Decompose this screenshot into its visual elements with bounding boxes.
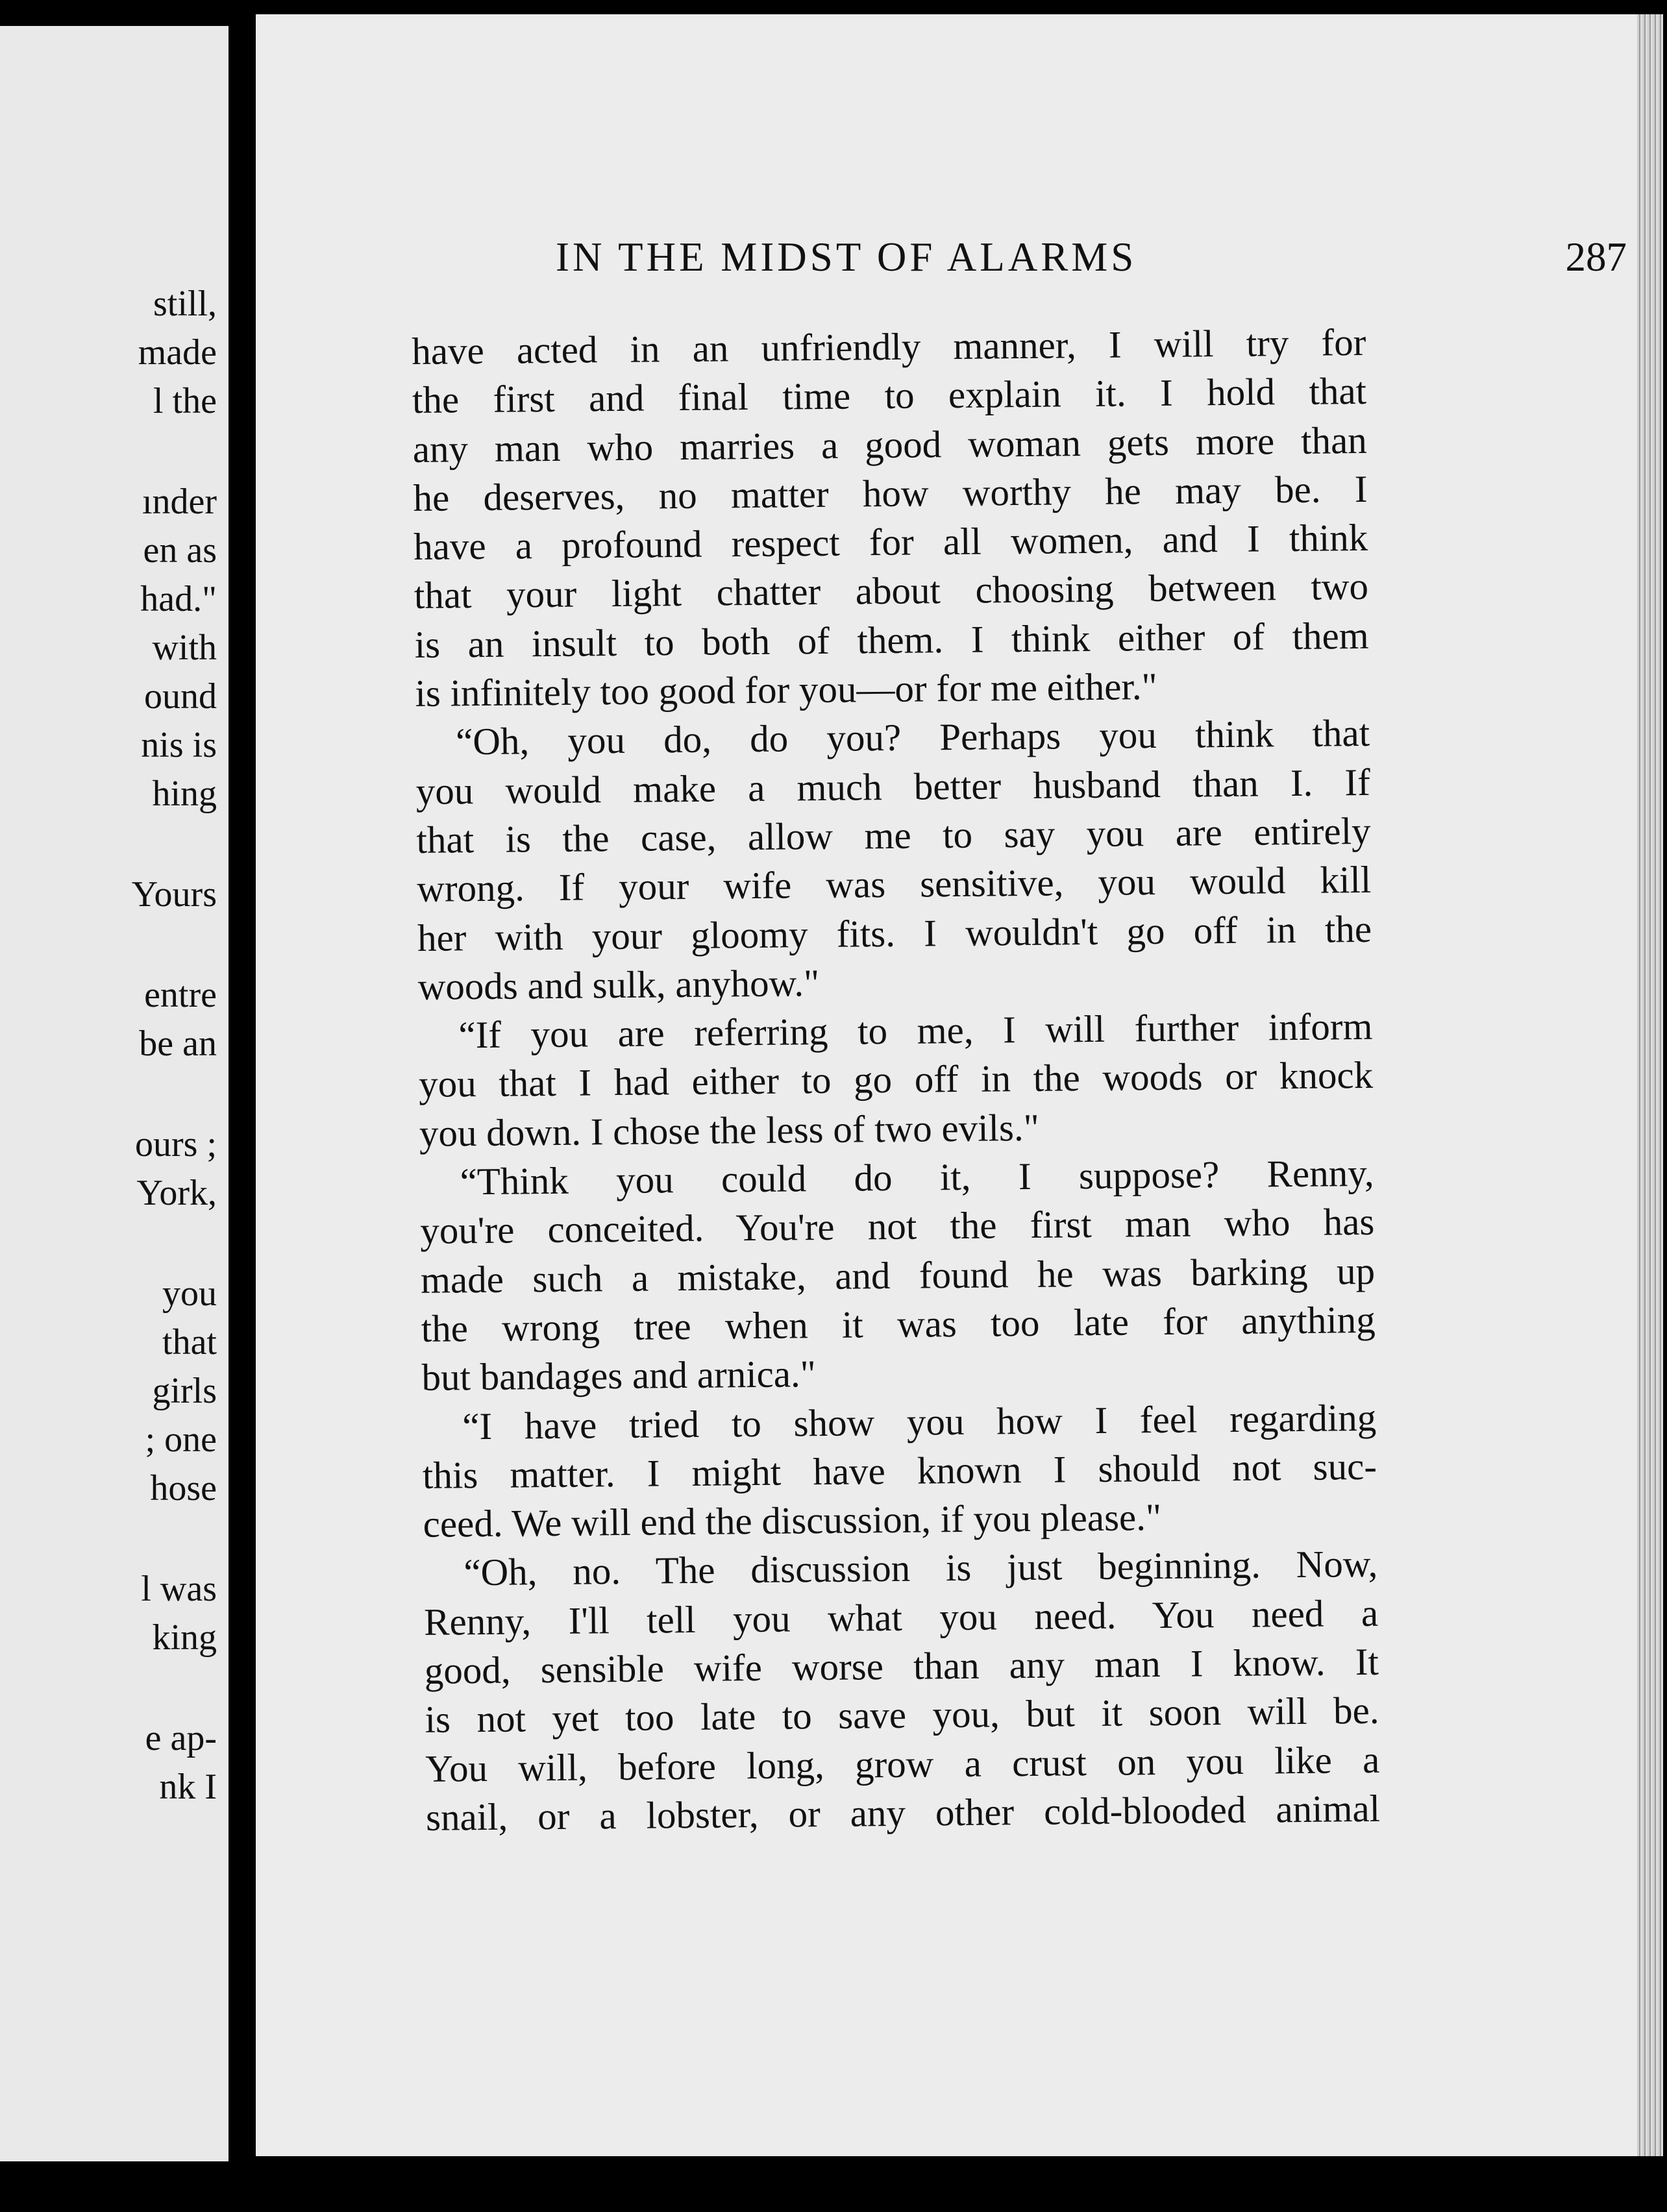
- left-page-line-fragment: made: [138, 332, 217, 373]
- text-line: you're conceited. You're not the first man who has: [420, 1200, 1375, 1253]
- text-line: you would make a much better husband than I. If: [415, 760, 1371, 813]
- text-line: good, sensible wife worse than any man I know. It: [424, 1640, 1379, 1692]
- left-page-line-fragment: entre: [144, 975, 217, 1015]
- left-page-line-fragment: still,: [153, 284, 217, 324]
- page-edge: [1637, 14, 1663, 2156]
- left-page-line-fragment: ound: [144, 676, 217, 717]
- left-page-line-fragment: ours ;: [135, 1124, 217, 1164]
- text-line: you that I had either to go off in the woods or knock: [418, 1053, 1374, 1106]
- left-page-line-fragment: ınder: [142, 482, 217, 522]
- page-number: 287: [1565, 234, 1627, 280]
- text-line: woods and sulk, anyhow.": [417, 961, 820, 1008]
- text-line: the wrong tree when it was too late for anything: [421, 1297, 1376, 1350]
- left-page-line-fragment: that: [162, 1322, 217, 1362]
- book-gutter: [228, 0, 256, 2212]
- body-text: [412, 318, 1380, 1842]
- text-line: is infinitely too good for you—or for me either.": [415, 665, 1157, 715]
- text-line: you down. I chose the less of two evils.": [419, 1105, 1040, 1155]
- left-page-line-fragment: you: [162, 1273, 217, 1314]
- left-page-line-fragment: Yours: [131, 874, 217, 915]
- left-page-line-fragment: king: [152, 1617, 217, 1658]
- text-line: Renny, I'll tell you what you need. You need a: [423, 1591, 1379, 1643]
- text-line: that your light chatter about choosing between two: [414, 565, 1369, 617]
- text-line: have acted in an unfriendly manner, I will try for: [412, 320, 1366, 373]
- text-line: this matter. I might have known I should not suc-: [422, 1444, 1377, 1497]
- left-page-line-fragment: hing: [152, 774, 217, 814]
- left-page-line-fragment: nk I: [159, 1767, 217, 1807]
- text-line: her with your gloomy fits. I wouldn't go off in the: [417, 907, 1372, 959]
- text-line: he deserves, no matter how worthy he may be. I: [413, 467, 1368, 519]
- book-page: [256, 14, 1637, 2156]
- text-line: the first and final time to explain it. I hold that: [412, 369, 1367, 422]
- text-line: “Oh, you do, do you? Perhaps you think that: [455, 711, 1370, 763]
- text-line: is not yet too late to save you, but it soon will be.: [425, 1689, 1379, 1741]
- left-page-line-fragment: hose: [150, 1468, 217, 1508]
- left-page-line-fragment: with: [152, 628, 217, 668]
- left-page-line-fragment: York,: [136, 1173, 217, 1213]
- text-line: “Think you could do it, I suppose? Renny,: [460, 1151, 1374, 1203]
- left-page-line-fragment: e ap-: [145, 1718, 217, 1758]
- text-line: is an insult to both of them. I think either of them: [414, 613, 1369, 666]
- text-line: “Oh, no. The discussion is just beginning. Now,: [463, 1542, 1378, 1594]
- text-line: You will, before long, grow a crust on you like a: [425, 1738, 1380, 1790]
- left-page-line-fragment: be an: [139, 1024, 217, 1064]
- left-page-line-fragment: en as: [143, 530, 217, 571]
- left-page-line-fragment: nis is: [141, 725, 217, 765]
- text-line: wrong. If your wife was sensitive, you would kill: [416, 858, 1372, 911]
- text-line: “I have tried to show you how I feel regarding: [462, 1395, 1377, 1447]
- left-page-line-fragment: girls: [152, 1371, 217, 1411]
- previous-page-fragment: [0, 26, 228, 2161]
- text-line: ceed. We will end the discussion, if you please.": [423, 1495, 1162, 1546]
- text-line: “If you are referring to me, I will further inform: [458, 1004, 1373, 1057]
- text-line: but bandages and arnica.": [421, 1352, 817, 1399]
- running-head: [556, 234, 1627, 286]
- text-line: that is the case, allow me to say you are entirely: [416, 809, 1371, 861]
- text-line: any man who marries a good woman gets more than: [412, 418, 1368, 471]
- left-page-line-fragment: ; one: [145, 1419, 217, 1460]
- left-page-line-fragment: l was: [141, 1569, 217, 1609]
- running-title: IN THE MIDST OF ALARMS: [556, 234, 1137, 280]
- left-page-line-fragment: l the: [153, 381, 217, 421]
- text-line: made such a mistake, and found he was barking up: [420, 1249, 1376, 1301]
- text-line: have a profound respect for all women, and I think: [413, 516, 1368, 569]
- left-page-line-fragment: had.": [140, 579, 217, 619]
- text-line: snail, or a lobster, or any other cold-blooded animal: [425, 1786, 1381, 1839]
